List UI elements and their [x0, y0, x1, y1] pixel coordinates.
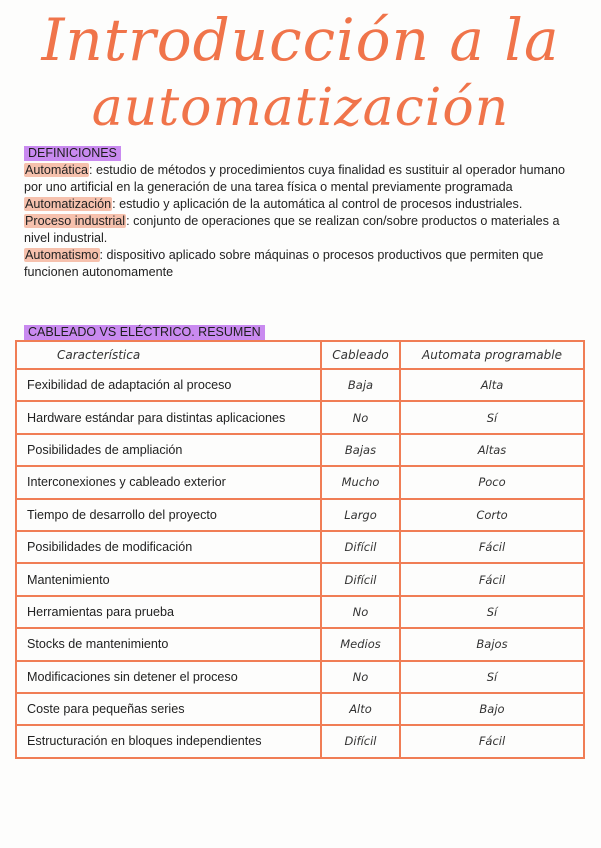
table-row — [16, 725, 584, 757]
row-automata-value: Fácil — [400, 563, 584, 595]
row-characteristic: Tiempo de desarrollo del proyecto — [16, 499, 321, 531]
row-automata-value: Bajo — [400, 693, 584, 725]
row-cableado-value: Bajas — [321, 434, 400, 466]
column-header-cableado: Cableado — [321, 341, 400, 369]
table-row — [16, 628, 584, 660]
column-header-characteristic: Característica — [16, 341, 321, 369]
row-cableado-value: Difícil — [321, 563, 400, 595]
row-cableado-value: Alto — [321, 693, 400, 725]
row-automata-value: Sí — [400, 661, 584, 693]
row-cableado-value: Mucho — [321, 466, 400, 498]
definition-item — [24, 162, 569, 196]
table-row — [16, 563, 584, 595]
row-characteristic: Estructuración en bloques independientes — [16, 725, 321, 757]
definition-text: : dispositivo aplicado sobre máquinas o procesos productivos que permiten que funcionen autonomamente — [24, 248, 544, 279]
table-row — [16, 369, 584, 401]
definition-term: Automática — [25, 163, 88, 177]
definitions-heading: DEFINICIONES — [24, 146, 121, 161]
summary-heading: CABLEADO VS ELÉCTRICO. RESUMEN — [24, 325, 265, 340]
row-cableado-value: No — [321, 401, 400, 433]
table-row — [16, 401, 584, 433]
definition-item — [24, 213, 569, 247]
row-automata-value: Corto — [400, 499, 584, 531]
row-characteristic: Posibilidades de modificación — [16, 531, 321, 563]
definition-item — [24, 247, 569, 281]
row-automata-value: Poco — [400, 466, 584, 498]
definition-term: Automatismo — [25, 248, 99, 262]
table-row — [16, 596, 584, 628]
table-row — [16, 531, 584, 563]
row-cableado-value: No — [321, 661, 400, 693]
row-automata-value: Sí — [400, 596, 584, 628]
definition-term: Proceso industrial — [25, 214, 126, 228]
row-cableado-value: No — [321, 596, 400, 628]
row-cableado-value: Medios — [321, 628, 400, 660]
definitions-section — [24, 145, 569, 281]
row-automata-value: Alta — [400, 369, 584, 401]
table-row — [16, 434, 584, 466]
table-row — [16, 466, 584, 498]
row-characteristic: Coste para pequeñas series — [16, 693, 321, 725]
row-characteristic: Mantenimiento — [16, 563, 321, 595]
row-characteristic: Stocks de mantenimiento — [16, 628, 321, 660]
row-characteristic: Interconexiones y cableado exterior — [16, 466, 321, 498]
table-row — [16, 693, 584, 725]
summary-table — [15, 340, 585, 759]
row-cableado-value: Largo — [321, 499, 400, 531]
row-characteristic: Fexibilidad de adaptación al proceso — [16, 369, 321, 401]
definition-item — [24, 196, 569, 213]
row-automata-value: Bajos — [400, 628, 584, 660]
row-automata-value: Sí — [400, 401, 584, 433]
row-cableado-value: Difícil — [321, 725, 400, 757]
summary-heading-wrap — [24, 323, 265, 341]
definition-text: : conjunto de operaciones que se realizan con/sobre productos o materiales a nivel industrial. — [24, 214, 560, 245]
column-header-automata: Automata programable — [400, 341, 584, 369]
row-characteristic: Modificaciones sin detener el proceso — [16, 661, 321, 693]
row-automata-value: Fácil — [400, 531, 584, 563]
row-cableado-value: Baja — [321, 369, 400, 401]
page-title-line-1: Introducción a la — [41, 6, 560, 74]
page-title-line-2: automatización — [91, 78, 510, 138]
definition-term: Automatización — [25, 197, 112, 211]
row-characteristic: Posibilidades de ampliación — [16, 434, 321, 466]
row-cableado-value: Difícil — [321, 531, 400, 563]
definition-text: : estudio de métodos y procedimientos cuya finalidad es sustituir al operador humano por uno artificial en la generación de una tarea física o mental previamente programada — [24, 163, 566, 194]
row-characteristic: Hardware estándar para distintas aplicaciones — [16, 401, 321, 433]
row-automata-value: Altas — [400, 434, 584, 466]
row-automata-value: Fácil — [400, 725, 584, 757]
row-characteristic: Herramientas para prueba — [16, 596, 321, 628]
table-row — [16, 499, 584, 531]
definition-text: : estudio y aplicación de la automática al control de procesos industriales. — [112, 197, 523, 211]
table-row — [16, 661, 584, 693]
table-header-row — [16, 341, 584, 369]
